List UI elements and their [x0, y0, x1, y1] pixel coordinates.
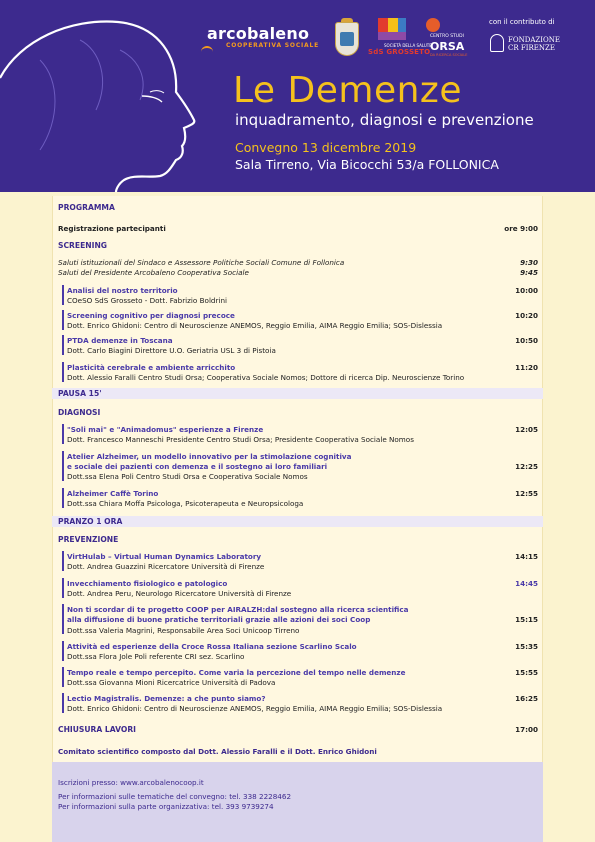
talk-row — [67, 489, 538, 498]
talk-bar — [62, 641, 64, 661]
talk-speaker: Dott. Andrea Guazzini Ricercatore Università di Firenze — [67, 562, 265, 571]
closing-label: CHIUSURA LAVORI — [58, 725, 136, 734]
talk-row — [67, 694, 538, 703]
orsa-logo-icon — [426, 18, 440, 32]
closing-time: 17:00 — [515, 725, 538, 734]
talk-time: 12:25 — [515, 462, 538, 471]
info-organization: Per informazioni sulla parte organizzativa: tel. 393 9739274 — [58, 802, 274, 811]
talk-row — [67, 286, 538, 295]
saluti-text-1: Saluti istituzionali del Sindaco e Assessore Politiche Sociali Comune di Follonica — [58, 258, 345, 267]
sds-logo-name: SdS GROSSETO — [368, 48, 431, 56]
talk-row — [67, 311, 538, 320]
talk-speaker: Dott. Carlo Biagini Direttore U.O. Geriatria USL 3 di Pistoia — [67, 346, 276, 355]
talk-time: 12:55 — [515, 489, 538, 498]
talk-title: Screening cognitivo per diagnosi precoce — [67, 311, 235, 320]
talk-time: 14:15 — [515, 552, 538, 561]
talk-time: 12:05 — [515, 425, 538, 434]
talk-title: Alzheimer Caffè Torino — [67, 489, 159, 498]
info-topics: Per informazioni sulle tematiche del convegno: tel. 338 2228462 — [58, 792, 292, 801]
crest-emblem-icon — [340, 32, 354, 46]
talk-bar — [62, 310, 64, 330]
fondazione-name-1: FONDAZIONE — [508, 36, 560, 44]
talk-speaker: Dott.ssa Valeria Magrini, Responsabile Area Soci Unicoop Tirreno — [67, 626, 300, 635]
program-heading: PROGRAMMA — [58, 203, 115, 212]
talk-time: 10:20 — [515, 311, 538, 320]
talk-speaker: Dott.ssa Flora Jole Poli referente CRI sez. Scarlino — [67, 652, 245, 661]
talk-bar — [62, 604, 64, 634]
talk-time: 15:55 — [515, 668, 538, 677]
saluti-time-2: 9:45 — [520, 268, 538, 277]
talk-title: Invecchiamento fisiologico e patologico — [67, 579, 228, 588]
talk-time: 10:50 — [515, 336, 538, 345]
talk-time: 16:25 — [515, 694, 538, 703]
talk-title: Atelier Alzheimer, un modello innovativo per la stimolazione cognitiva — [67, 452, 352, 461]
talk-row — [67, 336, 538, 345]
talk-row — [67, 462, 538, 471]
head-profile-illustration — [0, 0, 240, 192]
saluti-row-1 — [58, 258, 538, 267]
talk-bar — [62, 362, 64, 382]
sds-logo-block-red — [378, 18, 388, 32]
talk-title: Non ti scordar di te progetto COOP per AIRALZH:dal sostegno alla ricerca scientifica — [67, 605, 409, 614]
scientific-committee: Comitato scientifico composto dal Dott. Alessio Faralli e il Dott. Enrico Ghidoni — [58, 747, 377, 756]
contributo-label: con il contributo di — [489, 18, 555, 26]
talk-row — [67, 668, 538, 677]
talk-bar — [62, 667, 64, 687]
talk-title-cont: e sociale dei pazienti con demenza e il sostegno ai loro familiari — [67, 462, 328, 471]
talk-title: VirtHulab – Virtual Human Dynamics Laboratory — [67, 552, 262, 561]
talk-bar — [62, 488, 64, 508]
talk-row — [67, 642, 538, 651]
talk-speaker: Dott. Andrea Peru, Neurologo Ricercatore Università di Firenze — [67, 589, 292, 598]
sds-logo-block-yellow — [388, 18, 398, 32]
talk-time: 10:00 — [515, 286, 538, 295]
talk-title: "Soli mai" e "Animadomus" esperienze a Firenze — [67, 425, 264, 434]
talk-speaker: Dott.ssa Elena Poli Centro Studi Orsa e Cooperativa Sociale Nomos — [67, 472, 308, 481]
talk-time: 11:20 — [515, 363, 538, 372]
event-venue: Sala Tirreno, Via Bicocchi 53/a FOLLONICA — [235, 157, 499, 172]
talk-speaker: Dott. Enrico Ghidoni: Centro di Neuroscienze ANEMOS, Reggio Emilia, AIMA Reggio Emilia; SOS-Dislessia — [67, 704, 443, 713]
talk-title-line-1 — [67, 452, 538, 461]
registration-label: Registrazione partecipanti — [58, 224, 166, 233]
lunch-band — [52, 516, 543, 527]
talk-title: Attività ed esperienze della Croce Rossa Italiana sezione Scarlino Scalo — [67, 642, 357, 651]
event-title: Le Demenze — [233, 70, 462, 111]
talk-row — [67, 552, 538, 561]
header-banner — [0, 0, 595, 192]
talk-speaker: Dott. Enrico Ghidoni: Centro di Neuroscienze ANEMOS, Reggio Emilia, AIMA Reggio Emilia; SOS-Dislessia — [67, 321, 443, 330]
talk-speaker: Dott.ssa Chiara Moffa Psicologa, Psicoterapeuta e Neuropsicologa — [67, 499, 304, 508]
talk-bar — [62, 335, 64, 355]
sds-logo-block-blue — [398, 18, 406, 32]
talk-speaker: Dott.ssa Giovanna Mioni Ricercatrice Università di Padova — [67, 678, 276, 687]
arcobaleno-rainbow-icon — [201, 46, 213, 52]
talk-bar — [62, 693, 64, 713]
event-subtitle: inquadramento, diagnosi e prevenzione — [235, 111, 534, 129]
registration-time: ore 9:00 — [504, 224, 538, 233]
section-screening: SCREENING — [58, 241, 108, 250]
talk-speaker: Dott. Francesco Manneschi Presidente Centro Studi Orsa; Presidente Cooperativa Sociale Nomos — [67, 435, 414, 444]
closing-row — [58, 725, 538, 734]
arcobaleno-subtitle: COOPERATIVA SOCIALE — [226, 42, 320, 49]
section-prevenzione: PREVENZIONE — [58, 535, 119, 544]
pause-band — [52, 388, 543, 399]
talk-title-line-1 — [67, 605, 538, 614]
registration-row — [58, 224, 538, 233]
saluti-text-2: Saluti del Presidente Arcobaleno Cooperativa Sociale — [58, 268, 249, 277]
talk-row — [67, 579, 538, 588]
talk-title: Lectio Magistralis. Demenze: a che punto siamo? — [67, 694, 266, 703]
talk-title: Analisi del nostro territorio — [67, 286, 178, 295]
sds-small-text: SOCIETÀ DELLA SALUTE — [384, 43, 432, 48]
talk-title: Tempo reale e tempo percepito. Come varia la percezione del tempo nelle demenze — [67, 668, 406, 677]
talk-speaker: Dott. Alessio Faralli Centro Studi Orsa; Cooperativa Sociale Nomos; Dottore di ricerca Dip. Neuroscienze Torino — [67, 373, 465, 382]
sds-logo-block-purple — [378, 32, 406, 40]
talk-row — [67, 363, 538, 372]
fondazione-name-2: CR FIRENZE — [508, 44, 555, 52]
talk-bar — [62, 424, 64, 444]
orsa-tagline: DA RICERCA SOCIALE — [430, 53, 468, 57]
arcobaleno-logo: arcobaleno — [207, 24, 310, 43]
talk-bar — [62, 451, 64, 481]
orsa-logo-name: ORSA — [430, 40, 465, 53]
talk-bar — [62, 578, 64, 598]
talk-time: 15:15 — [515, 615, 538, 624]
talk-row — [67, 425, 538, 434]
talk-title: Plasticità cerebrale e ambiente arricchito — [67, 363, 236, 372]
pause-label: PAUSA 15' — [58, 389, 102, 398]
talk-speaker: COeSO SdS Grosseto - Dott. Fabrizio Boldrini — [67, 296, 228, 305]
talk-title-cont: alla diffusione di buone pratiche territoriali grazie alle azioni dei soci Coop — [67, 615, 371, 624]
lunch-label: PRANZO 1 ORA — [58, 517, 123, 526]
event-date: Convegno 13 dicembre 2019 — [235, 140, 417, 155]
talk-bar — [62, 285, 64, 305]
talk-title: PTDA demenze in Toscana — [67, 336, 173, 345]
fondazione-cr-icon — [490, 34, 504, 52]
orsa-small-text: CENTRO STUDI — [430, 34, 464, 39]
registration-info: Iscrizioni presso: www.arcobalenocoop.it — [58, 778, 204, 787]
talk-bar — [62, 551, 64, 571]
talk-time: 14:45 — [515, 579, 538, 588]
section-diagnosi: DIAGNOSI — [58, 408, 101, 417]
talk-time: 15:35 — [515, 642, 538, 651]
talk-row — [67, 615, 538, 624]
saluti-row-2 — [58, 268, 538, 277]
saluti-time-1: 9:30 — [520, 258, 538, 267]
